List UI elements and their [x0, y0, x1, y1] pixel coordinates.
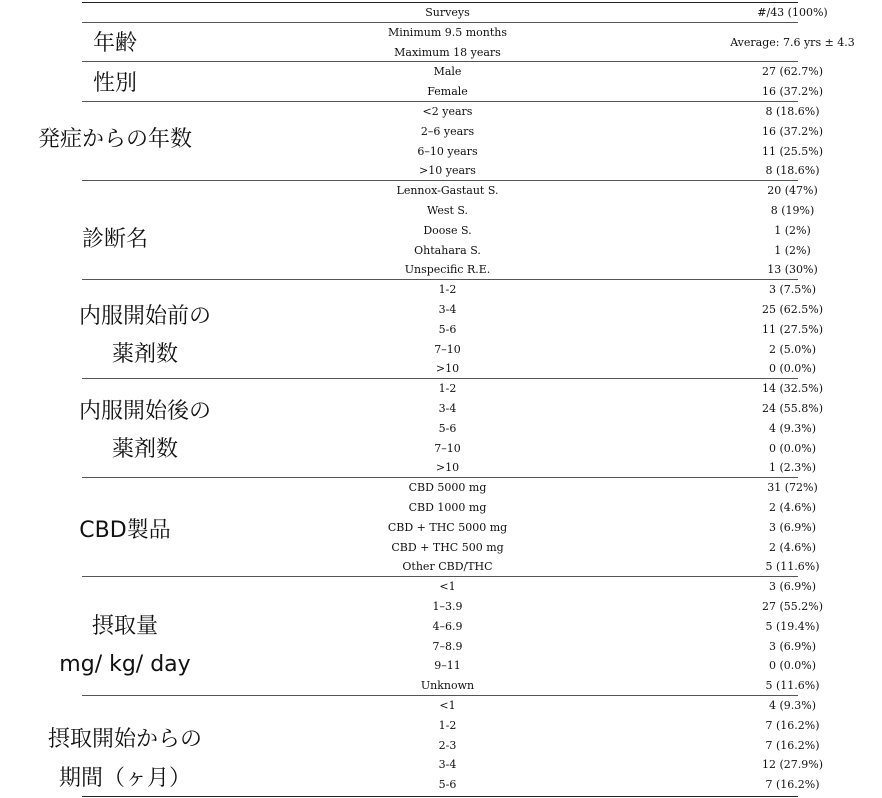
row-value: 2 (4.6%): [768, 540, 817, 554]
table-row: [320, 161, 860, 181]
row-value: 4 (9.3%): [768, 421, 817, 435]
row-item: CBD + THC 500 mg: [391, 540, 504, 554]
table-row: [320, 656, 860, 676]
row-value: 0 (0.0%): [768, 362, 817, 376]
row-item: 1–3.9: [432, 600, 463, 613]
row-item: Doose S.: [423, 223, 472, 237]
row-item: Minimum 9.5 months: [387, 25, 508, 39]
row-value: 5 (11.6%): [765, 679, 820, 693]
section-label-drugs-before: 薬剤数: [111, 342, 178, 367]
row-value: 1 (2.3%): [768, 461, 817, 475]
row-value: 3 (7.5%): [768, 283, 817, 297]
table-row: [320, 280, 860, 300]
section-label-drugs-after: 内服開始後の: [78, 399, 211, 424]
table-row: [320, 221, 860, 241]
table-row: [320, 181, 860, 201]
row-item: >10: [435, 362, 460, 376]
row-item: CBD 1000 mg: [408, 501, 487, 514]
table-row: [320, 676, 860, 696]
table-row: [320, 300, 860, 320]
row-value: 27 (62.7%): [761, 65, 824, 79]
table-row: [320, 122, 860, 142]
row-value: 7 (16.2%): [765, 778, 820, 792]
row-value: 8 (19%): [770, 204, 815, 217]
header-row: [320, 3, 860, 23]
row-item: 4–6.9: [432, 619, 463, 633]
section-label-intake-dose: 摂取量: [91, 614, 158, 639]
row-value: 2 (5.0%): [768, 342, 817, 356]
row-item: 3-4: [438, 758, 457, 772]
row-item: <1: [439, 580, 456, 594]
table-row: [320, 201, 860, 221]
table-row: [320, 755, 860, 775]
header-surveys: Surveys: [425, 6, 470, 19]
row-item: Unspecific R.E.: [404, 263, 491, 277]
row-value: 1 (2%): [774, 243, 811, 257]
row-value: 2 (4.6%): [768, 501, 817, 514]
section-label-years-since-onset: 発症からの年数: [37, 127, 192, 152]
table-row: [320, 142, 860, 162]
row-item: 5-6: [438, 421, 457, 435]
table-row: [320, 241, 860, 261]
table-row: [320, 597, 860, 617]
row-item: 2-3: [438, 738, 457, 752]
table-row: [320, 736, 860, 756]
row-item: Female: [427, 85, 468, 99]
row-value: 11 (25.5%): [761, 144, 824, 158]
row-item: >10: [435, 461, 460, 475]
row-item: 6–10 years: [417, 144, 478, 158]
row-value: 7 (16.2%): [765, 718, 820, 732]
row-item: Male: [433, 65, 462, 79]
section-label-drugs-after: 薬剤数: [111, 437, 178, 462]
table-row: [320, 62, 860, 82]
row-item: 2–6 years: [420, 124, 475, 138]
table-row: [320, 577, 860, 597]
row-value: Average: 7.6 yrs ± 4.3: [730, 35, 855, 49]
row-value: 25 (62.5%): [761, 303, 824, 316]
row-value: 20 (47%): [767, 184, 818, 198]
row-value: 16 (37.2%): [761, 85, 824, 99]
row-item: CBD + THC 5000 mg: [387, 520, 508, 534]
table-row: [320, 43, 860, 63]
row-value: 11 (27.5%): [761, 322, 824, 336]
header-count: #/43 (100%): [757, 6, 828, 19]
table-row: [320, 260, 860, 280]
section-label-intake-duration: 期間（ヶ月）: [58, 766, 191, 791]
section-label-sex: 性別: [92, 71, 137, 96]
section-label-intake-dose: mg/ kg/ day: [59, 652, 191, 677]
row-value: 7 (16.2%): [765, 738, 820, 752]
row-item: Ohtahara S.: [414, 243, 481, 257]
row-item: Other CBD/THC: [402, 560, 493, 574]
row-value: 31 (72%): [767, 481, 818, 495]
section-label-age: 年齢: [92, 31, 137, 56]
row-value: 24 (55.8%): [761, 402, 824, 415]
row-item: Lennox-Gastaut S.: [396, 184, 499, 198]
table-row: [320, 399, 860, 419]
row-value: 0 (0.0%): [768, 659, 817, 673]
row-item: 1-2: [438, 382, 457, 396]
table-row: [320, 458, 860, 478]
section-label-diagnosis: 診断名: [81, 227, 148, 252]
row-value: 8 (18.6%): [765, 105, 820, 118]
table-row: [320, 320, 860, 340]
row-value: 0 (0.0%): [768, 441, 817, 455]
row-value: 12 (27.9%): [761, 758, 824, 772]
row-item: CBD 5000 mg: [408, 481, 487, 495]
table-row: [320, 340, 860, 360]
row-item: 1-2: [438, 718, 457, 732]
row-item: 1-2: [438, 283, 457, 297]
table-row: [320, 538, 860, 558]
row-value: 3 (6.9%): [768, 639, 817, 653]
row-value: 4 (9.3%): [768, 699, 817, 712]
row-item: Unknown: [420, 679, 475, 693]
table-row: [320, 696, 860, 716]
row-item: 9–11: [434, 659, 461, 673]
row-item: 3-4: [438, 402, 457, 415]
table-row: [320, 379, 860, 399]
row-item: Maximum 18 years: [394, 45, 501, 59]
table-row: [320, 23, 860, 49]
row-item: 7–10: [434, 342, 461, 356]
row-item: 3-4: [438, 303, 457, 316]
row-value: 3 (6.9%): [768, 580, 817, 594]
row-item: 5-6: [438, 322, 457, 336]
row-value: 27 (55.2%): [761, 600, 824, 613]
table-row: [320, 775, 860, 795]
row-value: 1 (2%): [774, 223, 811, 237]
table-row: [320, 518, 860, 538]
row-item: West S.: [426, 204, 469, 217]
row-item: <2 years: [422, 105, 473, 118]
section-label-drugs-before: 内服開始前の: [78, 304, 211, 329]
row-value: 5 (11.6%): [765, 560, 820, 574]
table-row: [320, 637, 860, 657]
table-row: [320, 617, 860, 637]
row-value: 8 (18.6%): [765, 164, 820, 178]
section-label-cbd-product: CBD製品: [79, 518, 171, 543]
row-item: >10 years: [419, 164, 476, 178]
table-bottom-rule: [82, 796, 798, 797]
row-item: 5-6: [438, 778, 457, 792]
table-row: [320, 498, 860, 518]
table-row: [320, 557, 860, 577]
row-value: 5 (19.4%): [765, 619, 820, 633]
section-label-intake-duration: 摂取開始からの: [47, 727, 202, 752]
row-value: 16 (37.2%): [761, 124, 824, 138]
row-item: 7–10: [434, 441, 461, 455]
row-item: 7–8.9: [432, 639, 463, 653]
table-row: [320, 439, 860, 459]
table-row: [320, 419, 860, 439]
row-value: 14 (32.5%): [761, 382, 824, 396]
row-value: 13 (30%): [767, 263, 818, 277]
table-row: [320, 478, 860, 498]
table-row: [320, 716, 860, 736]
table-row: [320, 359, 860, 379]
table-row: [320, 82, 860, 102]
row-item: <1: [439, 699, 456, 712]
row-value: 3 (6.9%): [768, 520, 817, 534]
table-row: [320, 102, 860, 122]
